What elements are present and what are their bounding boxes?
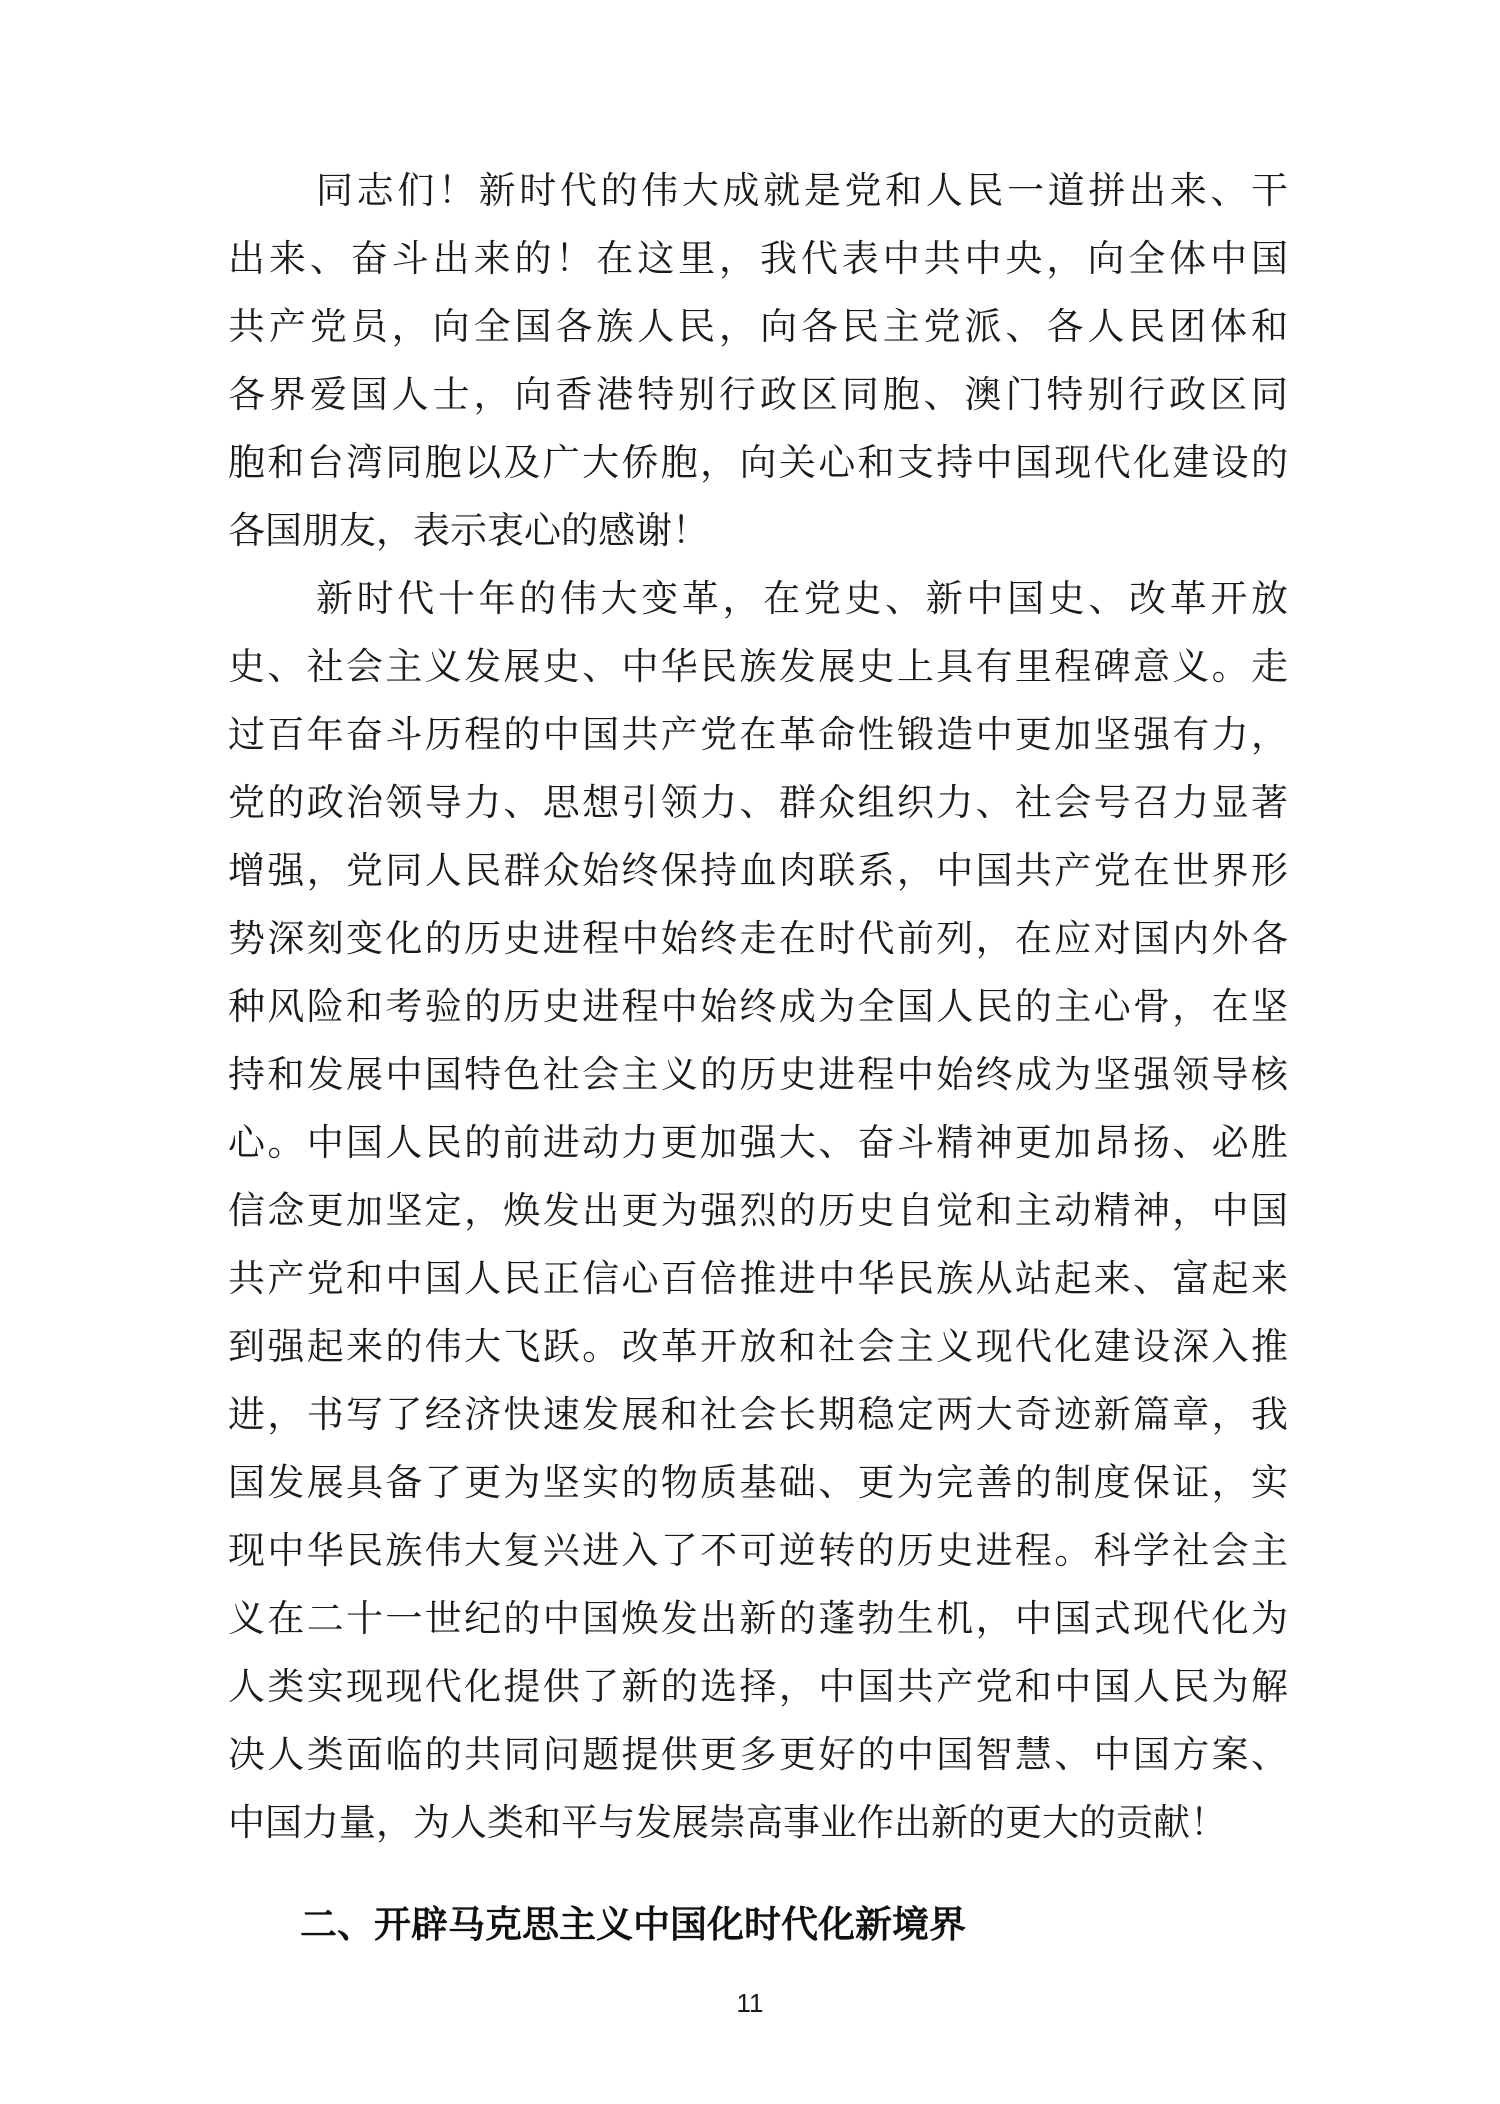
paragraph-line: 持和发展中国特色社会主义的历史进程中始终成为坚强领导核 [228, 1053, 1288, 1096]
paragraph-gratitude [228, 157, 1288, 565]
paragraph-line: 人类实现现代化提供了新的选择，中国共产党和中国人民为解 [228, 1665, 1288, 1708]
paragraph-line: 各国朋友，表示衷心的感谢！ [228, 509, 709, 552]
paragraph-line: 各界爱国人士，向香港特别行政区同胞、澳门特别行政区同 [228, 373, 1288, 416]
page-number: 11 [736, 1988, 764, 2018]
paragraph-line: 中国力量，为人类和平与发展崇高事业作出新的更大的贡献！ [228, 1801, 1227, 1844]
paragraph-line: 义在二十一世纪的中国焕发出新的蓬勃生机，中国式现代化为 [228, 1597, 1288, 1640]
paragraph-line: 信念更加坚定，焕发出更为强烈的历史自觉和主动精神，中国 [228, 1189, 1288, 1232]
paragraph-line: 过百年奋斗历程的中国共产党在革命性锻造中更加坚强有力， [228, 713, 1288, 756]
paragraph-line: 共产党和中国人民正信心百倍推进中华民族从站起来、富起来 [228, 1257, 1288, 1300]
paragraph-line: 现中华民族伟大复兴进入了不可逆转的历史进程。科学社会主 [228, 1529, 1288, 1572]
paragraph-line: 胞和台湾同胞以及广大侨胞，向关心和支持中国现代化建设的 [228, 441, 1288, 484]
paragraph-line: 新时代十年的伟大变革，在党史、新中国史、改革开放 [316, 577, 1288, 620]
paragraph-line: 出来、奋斗出来的！在这里，我代表中共中央，向全体中国 [228, 237, 1288, 280]
paragraph-line: 史、社会主义发展史、中华民族发展史上具有里程碑意义。走 [228, 645, 1288, 688]
paragraph-line: 种风险和考验的历史进程中始终成为全国人民的主心骨，在坚 [228, 985, 1288, 1028]
paragraph-line: 进，书写了经济快速发展和社会长期稳定两大奇迹新篇章，我 [228, 1393, 1288, 1436]
paragraph-line: 到强起来的伟大飞跃。改革开放和社会主义现代化建设深入推 [228, 1325, 1288, 1368]
paragraph-line: 增强，党同人民群众始终保持血肉联系，中国共产党在世界形 [228, 849, 1288, 892]
paragraph-line: 心。中国人民的前进动力更加强大、奋斗精神更加昂扬、必胜 [228, 1121, 1288, 1164]
paragraph-line: 势深刻变化的历史进程中始终走在时代前列，在应对国内外各 [228, 917, 1288, 960]
paragraph-line: 党的政治领导力、思想引领力、群众组织力、社会号召力显著 [228, 781, 1288, 824]
paragraph-great-changes [228, 565, 1288, 1857]
paragraph-line: 共产党员，向全国各族人民，向各民主党派、各人民团体和 [228, 305, 1288, 348]
section-heading: 二、开辟马克思主义中国化时代化新境界 [300, 1903, 966, 1946]
paragraph-line: 决人类面临的共同问题提供更多更好的中国智慧、中国方案、 [228, 1733, 1288, 1776]
paragraph-line: 国发展具备了更为坚实的物质基础、更为完善的制度保证，实 [228, 1461, 1288, 1504]
paragraph-line: 同志们！新时代的伟大成就是党和人民一道拼出来、干 [316, 169, 1288, 212]
